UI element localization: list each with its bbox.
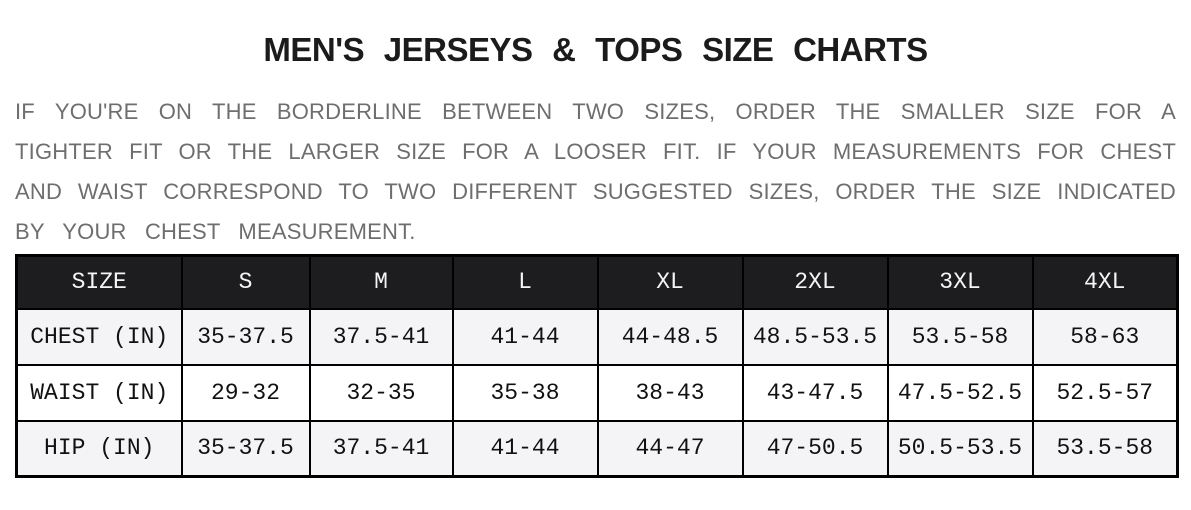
size-value-cell: 47.5-52.5 xyxy=(888,365,1033,421)
column-header-xl: XL xyxy=(598,256,743,309)
size-chart-table xyxy=(15,254,1179,478)
size-value-cell: 58-63 xyxy=(1033,309,1178,365)
size-value-cell: 37.5-41 xyxy=(310,421,453,477)
size-value-cell: 52.5-57 xyxy=(1033,365,1178,421)
size-value-cell: 47-50.5 xyxy=(743,421,888,477)
column-header-2xl: 2XL xyxy=(743,256,888,309)
intro-line: AND WAIST CORRESPOND TO TWO DIFFERENT SUGGESTED SIZES, ORDER THE SIZE INDICATED xyxy=(15,179,1176,204)
table-row-chest xyxy=(17,309,1178,365)
size-value-cell: 35-37.5 xyxy=(182,421,310,477)
row-label-waist: WAIST (IN) xyxy=(17,365,182,421)
row-label-hip: HIP (IN) xyxy=(17,421,182,477)
size-value-cell: 44-48.5 xyxy=(598,309,743,365)
column-header-s: S xyxy=(182,256,310,309)
size-value-cell: 29-32 xyxy=(182,365,310,421)
size-value-cell: 35-38 xyxy=(453,365,598,421)
page-title: MEN'S JERSEYS & TOPS SIZE CHARTS xyxy=(263,31,928,68)
column-header-4xl: 4XL xyxy=(1033,256,1178,309)
column-header-3xl: 3XL xyxy=(888,256,1033,309)
size-value-cell: 50.5-53.5 xyxy=(888,421,1033,477)
column-header-size: SIZE xyxy=(17,256,182,309)
size-value-cell: 53.5-58 xyxy=(1033,421,1178,477)
size-value-cell: 43-47.5 xyxy=(743,365,888,421)
size-value-cell: 44-47 xyxy=(598,421,743,477)
table-row-waist xyxy=(17,365,1178,421)
size-value-cell: 38-43 xyxy=(598,365,743,421)
size-value-cell: 53.5-58 xyxy=(888,309,1033,365)
size-value-cell: 41-44 xyxy=(453,309,598,365)
intro-line: BY YOUR CHEST MEASUREMENT. xyxy=(15,219,416,244)
column-header-m: M xyxy=(310,256,453,309)
size-value-cell: 37.5-41 xyxy=(310,309,453,365)
size-chart-page xyxy=(0,30,1191,510)
intro-paragraph xyxy=(15,92,1176,252)
size-value-cell: 41-44 xyxy=(453,421,598,477)
size-value-cell: 35-37.5 xyxy=(182,309,310,365)
size-value-cell: 48.5-53.5 xyxy=(743,309,888,365)
column-header-l: L xyxy=(453,256,598,309)
row-label-chest: CHEST (IN) xyxy=(17,309,182,365)
intro-line: IF YOU'RE ON THE BORDERLINE BETWEEN TWO SIZES, ORDER THE SMALLER SIZE FOR A xyxy=(15,99,1176,124)
size-value-cell: 32-35 xyxy=(310,365,453,421)
intro-line: TIGHTER FIT OR THE LARGER SIZE FOR A LOOSER FIT. IF YOUR MEASUREMENTS FOR CHEST xyxy=(15,139,1176,164)
header-row xyxy=(17,256,1178,309)
table-row-hip xyxy=(17,421,1178,477)
